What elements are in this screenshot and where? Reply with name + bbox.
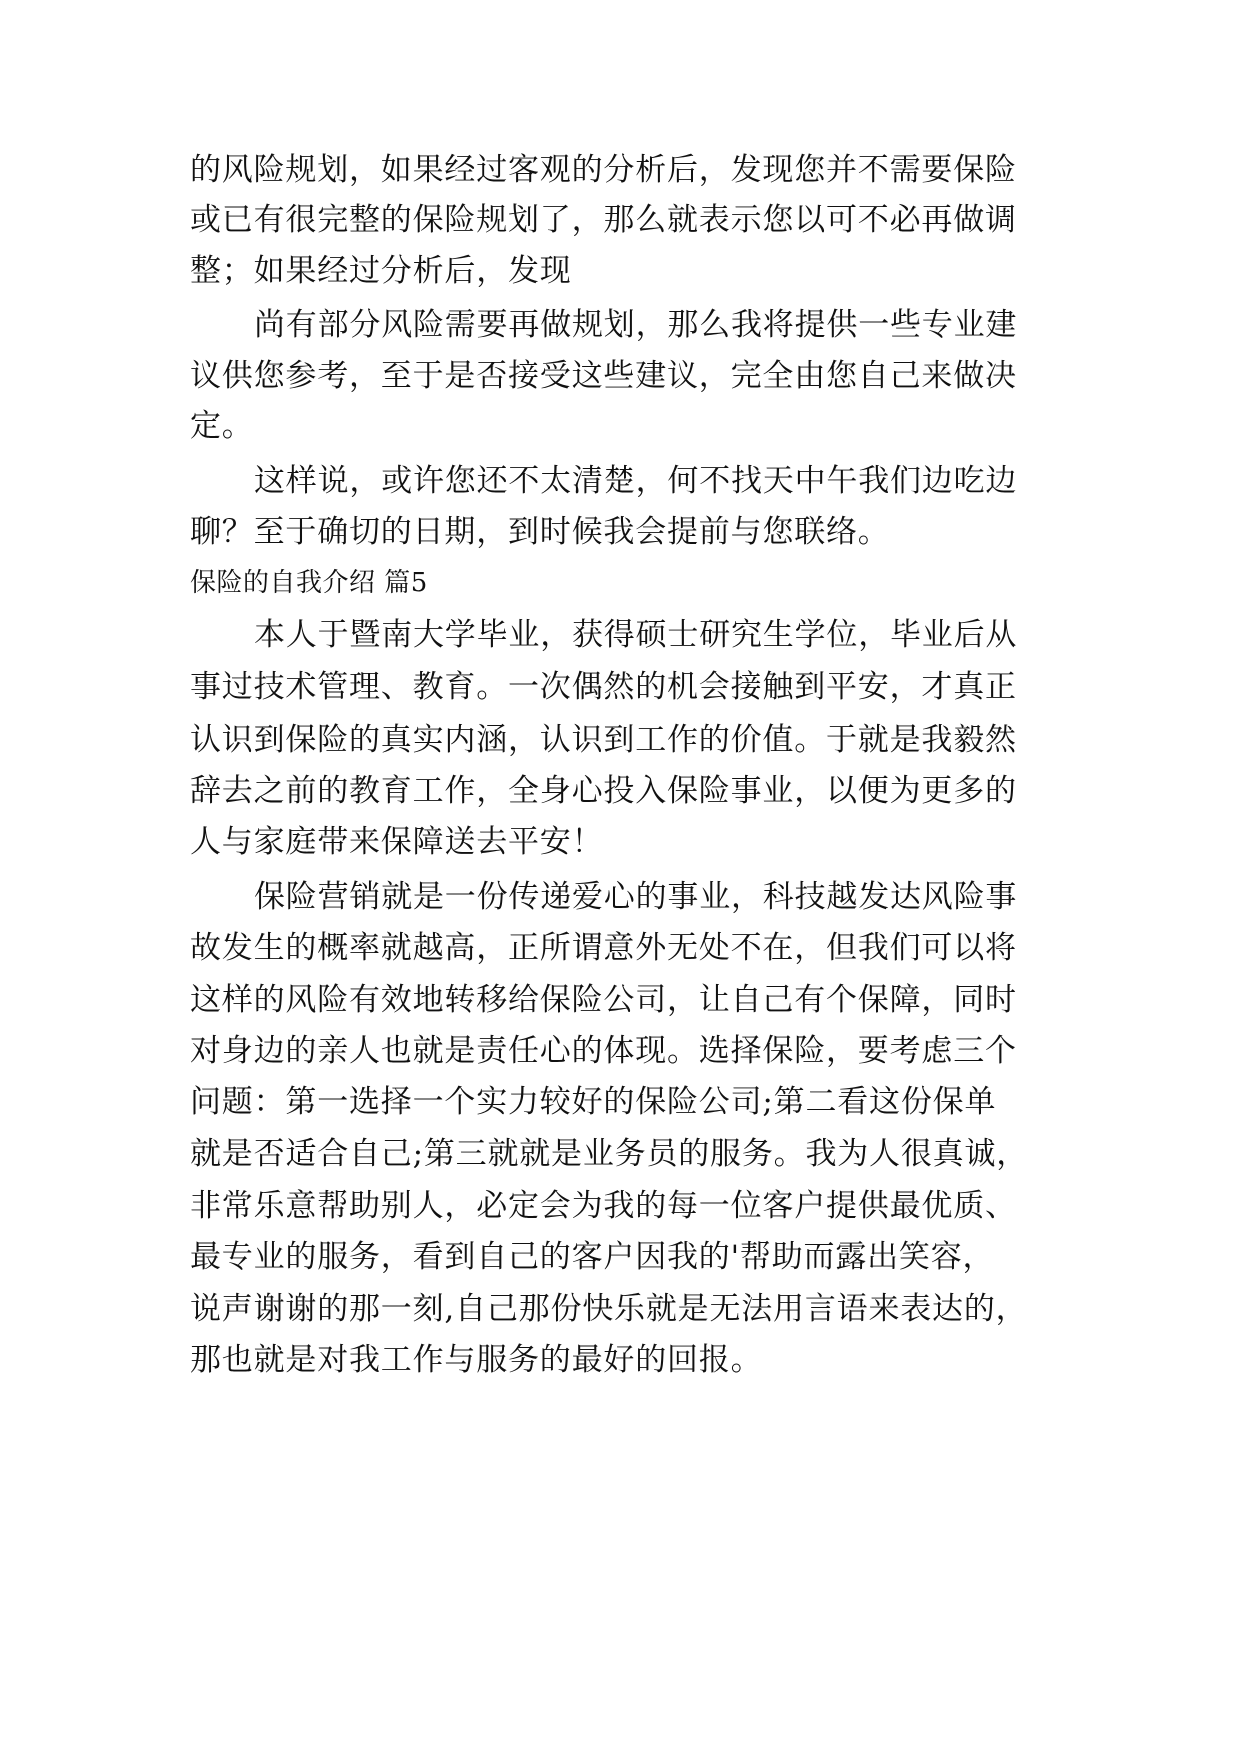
paragraph-2-line-2: 议供您参考，至于是否接受这些建议，完全由您自己来做决: [190, 358, 1017, 394]
paragraph-4-line-2: 事过技术管理、教育。一次偶然的机会接触到平安，才真正: [190, 669, 1017, 705]
paragraph-2-line-1: 尚有部分风险需要再做规划，那么我将提供一些专业建: [254, 307, 1018, 343]
paragraph-3-line-2: 聊？至于确切的日期，到时候我会提前与您联络。: [190, 514, 890, 550]
paragraph-4-line-5: 人与家庭带来保障送去平安！: [190, 824, 604, 860]
paragraph-1-line-3: 整；如果经过分析后，发现: [190, 253, 572, 289]
paragraph-5-line-8: 最专业的服务，看到自己的客户因我的'帮助而露出笑容，: [190, 1239, 995, 1275]
paragraph-1-line-1: 的风险规划，如果经过客观的分析后，发现您并不需要保险: [190, 152, 1017, 188]
paragraph-5-line-2: 故发生的概率就越高，正所谓意外无处不在，但我们可以将: [190, 930, 1017, 966]
paragraph-2-line-3: 定。: [190, 408, 254, 444]
paragraph-5-line-6: 就是否适合自己;第三就就是业务员的服务。我为人很真诚，: [190, 1136, 1029, 1172]
paragraph-5-line-3: 这样的风险有效地转移给保险公司，让自己有个保障，同时: [190, 982, 1017, 1018]
paragraph-1-line-2: 或已有很完整的保险规划了，那么就表示您以可不必再做调: [190, 202, 1017, 238]
paragraph-3-line-1: 这样说，或许您还不太清楚，何不找天中午我们边吃边: [254, 463, 1018, 499]
paragraph-5-line-10: 那也就是对我工作与服务的最好的回报。: [190, 1342, 763, 1378]
paragraph-5-line-7: 非常乐意帮助别人，必定会为我的每一位客户提供最优质、: [190, 1188, 1017, 1224]
document-page: [190, 0, 1050, 1754]
paragraph-5-line-5: 问题：第一选择一个实力较好的保险公司;第二看这份保单: [190, 1084, 997, 1120]
paragraph-4-line-3: 认识到保险的真实内涵，认识到工作的价值。于就是我毅然: [190, 722, 1017, 758]
paragraph-4-line-1: 本人于暨南大学毕业，获得硕士研究生学位，毕业后从: [254, 617, 1018, 653]
section-heading: 保险的自我介绍 篇5: [190, 568, 428, 598]
paragraph-4-line-4: 辞去之前的教育工作，全身心投入保险事业，以便为更多的: [190, 773, 1017, 809]
paragraph-5-line-1: 保险营销就是一份传递爱心的事业，科技越发达风险事: [254, 879, 1018, 915]
paragraph-5-line-4: 对身边的亲人也就是责任心的体现。选择保险，要考虑三个: [190, 1033, 1017, 1069]
paragraph-5-line-9: 说声谢谢的那一刻,自己那份快乐就是无法用言语来表达的，: [190, 1291, 1028, 1327]
